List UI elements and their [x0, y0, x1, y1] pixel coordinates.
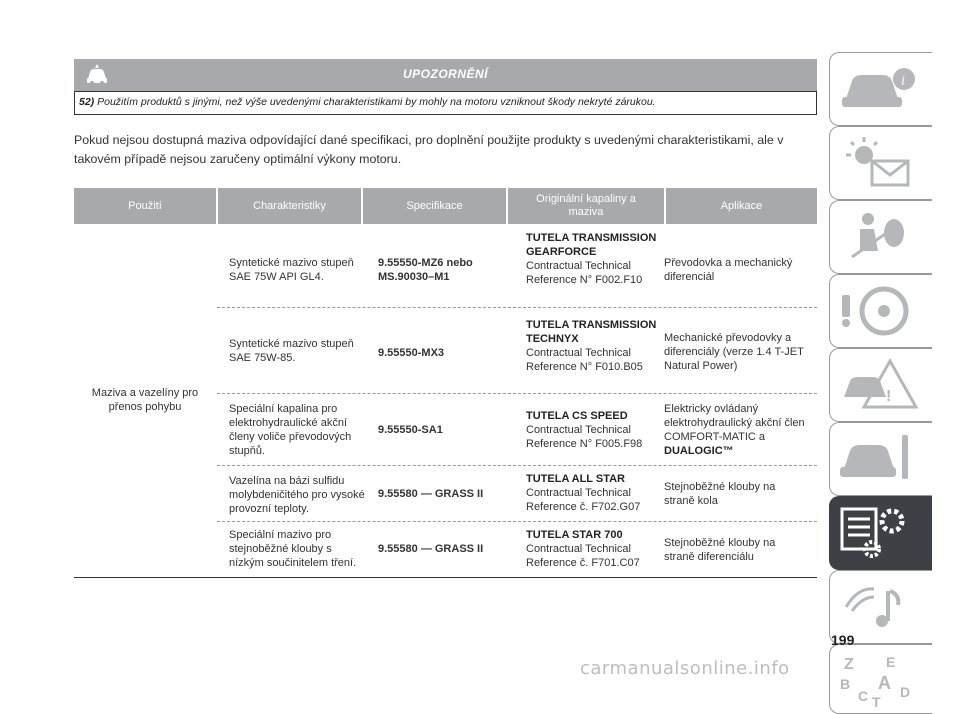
- svg-text:T: T: [872, 694, 881, 709]
- row1-characteristics: Syntetické mazivo stupeň SAE 75W API GL4.: [229, 257, 354, 283]
- svg-text:i: i: [901, 74, 905, 89]
- warning-header: [74, 59, 817, 91]
- row5-fluid-name: TUTELA STAR 700: [526, 529, 623, 541]
- row5-fluid: [526, 528, 666, 570]
- table-header: [74, 188, 817, 224]
- alphabetical-index-icon: [838, 651, 918, 709]
- tab-safety[interactable]: [829, 200, 932, 274]
- row1-fluid-ref: Contractual Technical Reference N° F002.F10: [526, 260, 643, 286]
- row3-characteristics: Speciální kapalina pro elektrohydraulické akční členy voliče převodových stupňů.: [229, 403, 352, 457]
- row4-specification: 9.55580 — GRASS II: [378, 488, 484, 500]
- row-divider: [217, 521, 817, 522]
- row4-application: Stejnoběžné klouby na straně kola: [664, 481, 776, 507]
- row2-fluid-ref: Contractual Technical Reference N° F010.B05: [526, 347, 643, 373]
- row3-application-text: Elektricky ovládaný elektrohydraulický akční člen COMFORT-MATIC a: [664, 403, 805, 443]
- svg-text:D: D: [900, 684, 911, 700]
- row4-characteristics: Vazelína na bázi sulfidu molybdeničitého pro vysoké provozní teploty.: [229, 475, 365, 515]
- tab-emergency[interactable]: [829, 348, 932, 422]
- warning-note: [74, 91, 817, 115]
- svg-text:B: B: [840, 676, 851, 692]
- technical-data-gear-icon: [838, 503, 918, 561]
- svg-text:C: C: [858, 688, 869, 704]
- warning-title: UPOZORNĚNÍ: [402, 67, 488, 81]
- row3-application: [664, 402, 816, 458]
- airbag-icon: [838, 207, 918, 265]
- tab-car-info[interactable]: [829, 52, 932, 126]
- note-number: 52): [79, 96, 95, 108]
- svg-text:Z: Z: [844, 656, 854, 673]
- row2-fluid: [526, 318, 666, 374]
- row2-specification: 9.55550-MX3: [378, 347, 445, 359]
- svg-text:A: A: [878, 673, 891, 693]
- tab-maintenance[interactable]: [829, 422, 932, 496]
- row3-fluid-ref: Contractual Technical Reference N° F005.F98: [526, 424, 643, 450]
- tab-driving[interactable]: [829, 274, 932, 348]
- row2-application: Mechanické převodovky a diferenciály (verze 1.4 T-JET Natural Power): [664, 332, 804, 372]
- usage-cell: Maziva a vazelíny pro přenos pohybu: [91, 387, 199, 413]
- svg-text:E: E: [886, 654, 896, 670]
- header-specification: Specifikace: [363, 188, 506, 224]
- header-characteristics: Charakteristiky: [218, 188, 361, 224]
- row3-application-bold: DUALOGIC™: [664, 445, 734, 457]
- row2-fluid-name: TUTELA TRANSMISSION TECHNYX: [526, 319, 657, 345]
- row4-fluid: [526, 472, 666, 514]
- tab-technical-data[interactable]: [829, 496, 932, 570]
- header-application: Aplikace: [666, 188, 817, 224]
- row5-characteristics: Speciální mazivo pro stejnoběžné klouby s nízkým součinitelem tření.: [229, 529, 357, 569]
- row1-fluid: [526, 231, 666, 287]
- header-usage: Použití: [74, 188, 216, 224]
- lights-messages-icon: [838, 133, 918, 191]
- row-divider: [217, 393, 817, 394]
- row3-fluid: [526, 409, 666, 451]
- watermark: carmanualsonline.info: [580, 658, 790, 679]
- car-info-icon: [838, 59, 918, 117]
- tab-index[interactable]: [829, 644, 932, 714]
- row-divider: [217, 307, 817, 308]
- note-text: Použitím produktů s jinými, než výše uvedenými charakteristikami by mohly na motoru vzniknout škody nekryté zárukou.: [97, 96, 656, 108]
- svg-text:!: !: [886, 388, 892, 405]
- page-number: 199: [831, 632, 855, 648]
- intro-paragraph: Pokud nejsou dostupná maziva odpovídající dané specifikaci, pro doplnění použijte produkty s uvedenými charakteristikami, ale v takovém případě nejsou zaručeny optimální výkony motoru.: [74, 133, 784, 166]
- row3-specification: 9.55550-SA1: [378, 424, 443, 436]
- tab-lights-messages[interactable]: [829, 126, 932, 200]
- header-original-fluids: Originální kapaliny a maziva: [508, 188, 664, 224]
- row5-specification: 9.55580 — GRASS II: [378, 543, 484, 555]
- table-bottom-rule: [74, 577, 817, 578]
- car-maintenance-icon: [838, 429, 918, 487]
- multimedia-music-icon: [838, 577, 918, 635]
- row5-fluid-ref: Contractual Technical Reference č. F701.C07: [526, 543, 640, 569]
- emergency-triangle-icon: [838, 355, 918, 413]
- row4-fluid-name: TUTELA ALL STAR: [526, 473, 625, 485]
- row-divider: [217, 465, 817, 466]
- row1-application: Převodovka a mechanický diferenciál: [664, 257, 793, 283]
- row2-characteristics: Syntetické mazivo stupeň SAE 75W-85.: [229, 338, 354, 364]
- row4-fluid-ref: Contractual Technical Reference č. F702.G07: [526, 487, 641, 513]
- row1-specification: 9.55550-MZ6 nebo MS.90030–M1: [378, 257, 473, 283]
- row3-fluid-name: TUTELA CS SPEED: [526, 410, 628, 422]
- row5-application: Stejnoběžné klouby na straně diferenciálu: [664, 537, 776, 563]
- steering-wheel-icon: [838, 281, 918, 339]
- row1-fluid-name: TUTELA TRANSMISSION GEARFORCE: [526, 232, 657, 258]
